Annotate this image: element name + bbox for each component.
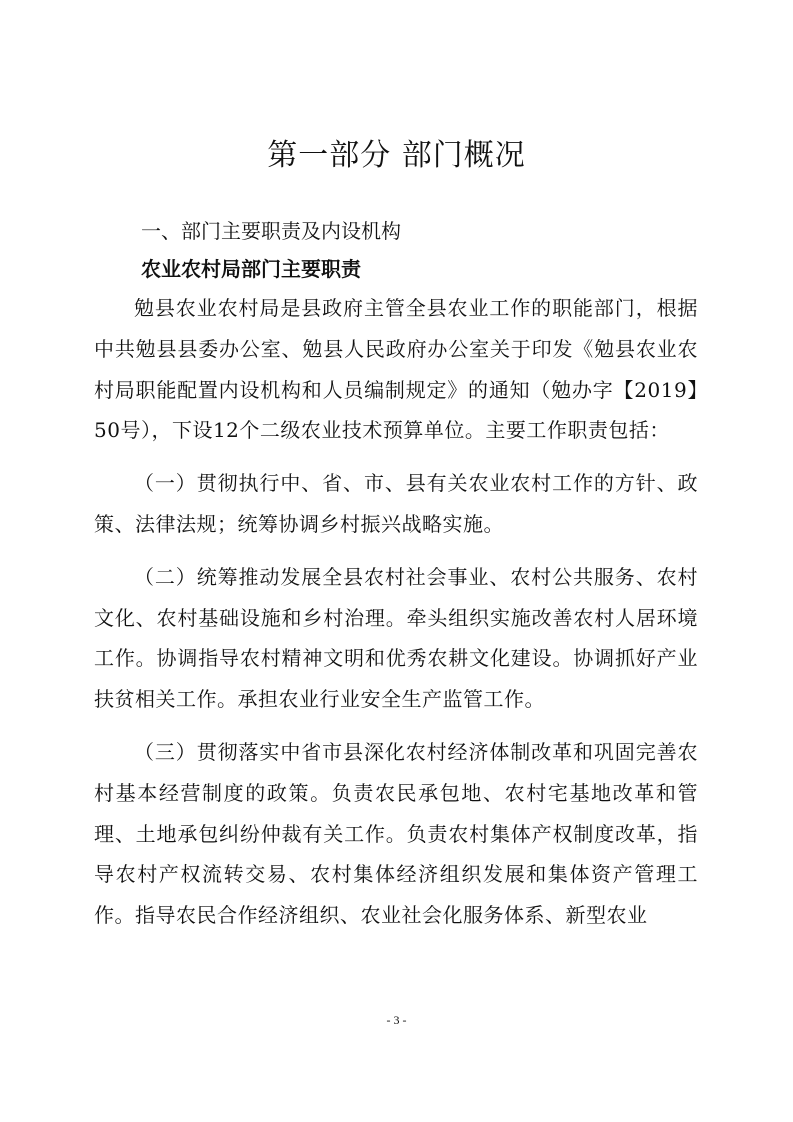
- paragraph-duty-3: （三）贯彻落实中省市县深化农村经济体制改革和巩固完善农村基本经营制度的政策。负责农民承包地、农村宅基地改革和管理、土地承包纠纷仲裁有关工作。负责农村集体产权制度改革，指导农村产权流转交易、农村集体经济组织发展和集体资产管理工作。指导农民合作经济组织、农业社会化服务体系、新型农业: [94, 739, 698, 928]
- page-number: - 3 -: [386, 1013, 407, 1027]
- paragraph-intro: 勉县农业农村局是县政府主管全县农业工作的职能部门，根据中共勉县县委办公室、勉县人民政府办公室关于印发《勉县农业农村局职能配置内设机构和人员编制规定》的通知（勉办字【2019】50号），下设12个二级农业技术预算单位。主要工作职责包括：: [94, 296, 698, 443]
- paragraph-duty-2: （二）统筹推动发展全县农村社会事业、农村公共服务、农村文化、农村基础设施和乡村治理。牵头组织实施改善农村人居环境工作。协调指导农村精神文明和优秀农耕文化建设。协调抓好产业扶贫相关工作。承担农业行业安全生产监管工作。: [94, 564, 698, 712]
- subsection-heading: 农业农村局部门主要职责: [141, 257, 361, 281]
- section-heading: 一、部门主要职责及内设机构: [141, 219, 401, 243]
- page-title: 第一部分 部门概况: [267, 138, 526, 173]
- paragraph-duty-1: （一）贯彻执行中、省、市、县有关农业农村工作的方针、政策、法律法规；统筹协调乡村振兴战略实施。: [94, 471, 698, 536]
- body-text: [94, 288, 698, 936]
